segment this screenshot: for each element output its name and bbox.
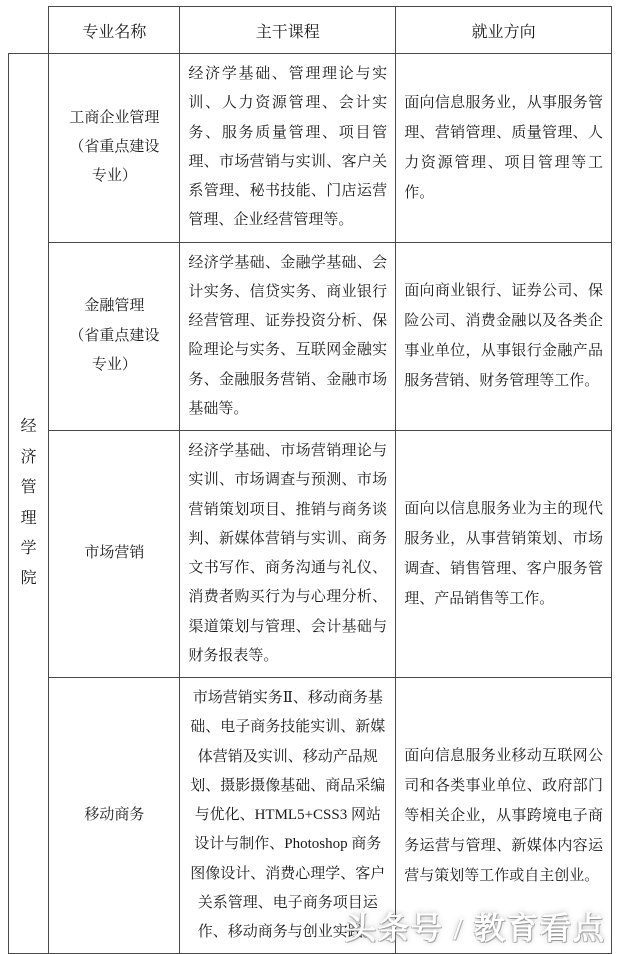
major-name-line: 工商企业管理 <box>69 109 160 126</box>
watermark: 头条号 / 教育看点 <box>344 911 606 946</box>
header-major: 专业名称 <box>49 7 180 54</box>
header-blank <box>9 7 49 54</box>
courses-cell: 经济学基础、金融学基础、会计实务、信贷实务、商业银行经营管理、证券投资分析、保险理论与实务、互联网金融实务、金融服务营销、金融市场基础等。 <box>180 242 396 431</box>
major-name-line: 移动商务 <box>84 807 145 823</box>
major-name-cell <box>49 678 180 954</box>
college-char: 济 <box>20 448 37 466</box>
major-info-table <box>8 6 612 954</box>
major-name-line: （省重点建设 <box>69 327 160 344</box>
table-header-row <box>9 7 612 54</box>
table-body <box>9 54 612 954</box>
jobs-cell: 面向商业银行、证券公司、保险公司、消费金融以及各类企事业单位，从事银行金融产品服务营销、财务管理等工作。 <box>396 242 612 431</box>
major-name-line: 专业） <box>91 356 137 373</box>
table-header <box>9 7 612 54</box>
jobs-cell: 面向信息服务业移动互联网公司和各类事业单位、政府部门等相关企业，从事跨境电子商务运营与管理、新媒体内容运营与策划等工作或自主创业。 <box>396 678 612 954</box>
table-row <box>9 54 612 243</box>
major-name-line: 金融管理 <box>84 298 145 315</box>
header-courses: 主干课程 <box>180 7 396 54</box>
college-char: 管 <box>20 479 37 497</box>
college-char: 理 <box>20 509 37 527</box>
major-name-cell <box>49 242 180 431</box>
college-char: 经 <box>20 418 37 436</box>
table-row <box>9 242 612 431</box>
college-char: 学 <box>20 540 37 558</box>
college-char: 院 <box>20 570 37 588</box>
courses-cell: 市场营销实务Ⅱ、移动商务基础、电子商务技能实训、新媒体营销及实训、移动产品规划、摄影摄像基础、商品采编与优化、HTML5+CSS3 网站设计与制作、Photoshop 商务图像设计、消费心理学、客户关系管理、电子商务项目运作、移动商务与创业实践。 <box>180 678 396 954</box>
major-name-cell <box>49 54 180 243</box>
courses-cell: 经济学基础、市场营销理论与实训、市场调查与预测、市场营销策划项目、推销与商务谈判、新媒体营销与实训、商务文书写作、商务沟通与礼仪、消费者购买行为与心理分析、渠道策划与管理、会计基础与财务报表等。 <box>180 431 396 678</box>
major-name-line: 专业） <box>91 168 137 185</box>
major-name-cell <box>49 431 180 678</box>
major-name-line: （省重点建设 <box>69 139 160 156</box>
major-name-line: 市场营销 <box>84 545 145 562</box>
header-jobs: 就业方向 <box>396 7 612 54</box>
table-row <box>9 678 612 954</box>
jobs-cell: 面向信息服务业，从事服务管理、营销管理、质量管理、人力资源管理、项目管理等工作。 <box>396 54 612 243</box>
courses-cell: 经济学基础、管理理论与实训、人力资源管理、会计实务、服务质量管理、项目管理、市场营销与实训、客户关系管理、秘书技能、门店运营管理、企业经营管理等。 <box>180 54 396 243</box>
college-name-cell <box>9 54 49 954</box>
jobs-cell: 面向以信息服务业为主的现代服务业，从事营销策划、市场调查、销售管理、客户服务管理、产品销售等工作。 <box>396 431 612 678</box>
table-row <box>9 431 612 678</box>
